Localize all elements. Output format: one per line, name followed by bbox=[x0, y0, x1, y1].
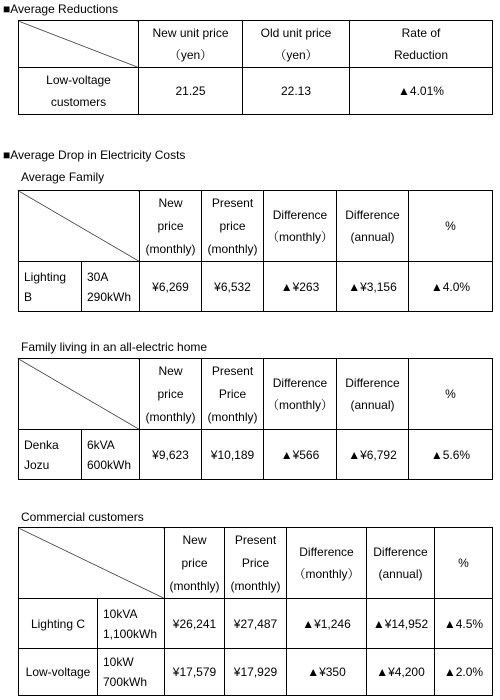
cell-present-price: ¥6,532 bbox=[202, 262, 264, 312]
header-percent: % bbox=[409, 191, 493, 262]
corner-cell bbox=[19, 191, 140, 262]
header-rate-of-reduction: Rate of Reduction bbox=[350, 21, 493, 68]
cell-difference-monthly: ▲¥263 bbox=[264, 262, 337, 312]
header-difference-annual: Difference (annual) bbox=[337, 191, 409, 262]
cell-percent: ▲2.0% bbox=[435, 649, 493, 696]
header-percent: % bbox=[409, 359, 493, 430]
row-label-lighting-b: Lighting B bbox=[19, 262, 82, 312]
cell-difference-monthly: ▲¥1,246 bbox=[287, 599, 367, 649]
average-family-table bbox=[18, 190, 493, 312]
row-label-lighting-c: Lighting C bbox=[19, 599, 98, 649]
cell-new-price: ¥17,579 bbox=[165, 649, 225, 696]
header-new-price: New price (monthly) bbox=[140, 359, 202, 430]
cell-percent: ▲4.5% bbox=[435, 599, 493, 649]
cell-rate-of-reduction: ▲4.01% bbox=[350, 68, 493, 115]
corner-cell bbox=[19, 21, 139, 68]
header-present-price: Present price (monthly) bbox=[202, 191, 264, 262]
corner-cell bbox=[19, 528, 165, 599]
commercial-customers-table bbox=[18, 527, 493, 696]
row-spec: 30A 290kWh bbox=[82, 262, 140, 312]
cell-present-price: ¥10,189 bbox=[202, 430, 264, 480]
row-spec: 10kW 700kWh bbox=[98, 649, 165, 696]
row-label-low-voltage: Low-voltage bbox=[19, 649, 98, 696]
cell-percent: ▲4.0% bbox=[409, 262, 493, 312]
all-electric-home-table bbox=[18, 358, 493, 480]
cell-present-price: ¥27,487 bbox=[225, 599, 287, 649]
header-percent: % bbox=[435, 528, 493, 599]
cell-difference-annual: ▲¥4,200 bbox=[367, 649, 435, 696]
cell-present-price: ¥17,929 bbox=[225, 649, 287, 696]
corner-cell bbox=[19, 359, 140, 430]
header-difference-annual: Difference (annual) bbox=[367, 528, 435, 599]
cell-difference-monthly: ▲¥566 bbox=[264, 430, 337, 480]
section-title-average-reductions: ■Average Reductions bbox=[3, 2, 119, 16]
cell-new-price: ¥6,269 bbox=[140, 262, 202, 312]
subtitle-all-electric-home: Family living in an all-electric home bbox=[21, 340, 208, 354]
row-spec: 10kVA 1,100kWh bbox=[98, 599, 165, 649]
table-row bbox=[19, 599, 493, 649]
header-new-price: New price (monthly) bbox=[165, 528, 225, 599]
cell-new-price: ¥9,623 bbox=[140, 430, 202, 480]
section-title-average-drop: ■Average Drop in Electricity Costs bbox=[3, 148, 186, 162]
subtitle-average-family: Average Family bbox=[21, 170, 105, 184]
header-present-price: Present Price (monthly) bbox=[202, 359, 264, 430]
subtitle-commercial-customers: Commercial customers bbox=[21, 510, 144, 524]
cell-difference-annual: ▲¥3,156 bbox=[337, 262, 409, 312]
header-difference-monthly: Difference （monthly） bbox=[287, 528, 367, 599]
cell-new-unit-price: 21.25 bbox=[139, 68, 243, 115]
table-row bbox=[19, 649, 493, 696]
header-new-price: New price (monthly) bbox=[140, 191, 202, 262]
cell-new-price: ¥26,241 bbox=[165, 599, 225, 649]
cell-old-unit-price: 22.13 bbox=[243, 68, 350, 115]
cell-difference-annual: ▲¥6,792 bbox=[337, 430, 409, 480]
average-reductions-table bbox=[18, 20, 493, 115]
header-old-unit-price: Old unit price （yen） bbox=[243, 21, 350, 68]
cell-difference-annual: ▲¥14,952 bbox=[367, 599, 435, 649]
header-difference-monthly: Difference （monthly） bbox=[264, 359, 337, 430]
row-label-denka-jozu: Denka Jozu bbox=[19, 430, 82, 480]
header-difference-monthly: Difference （monthly） bbox=[264, 191, 337, 262]
header-present-price: Present Price (monthly) bbox=[225, 528, 287, 599]
cell-percent: ▲5.6% bbox=[409, 430, 493, 480]
cell-difference-monthly: ▲¥350 bbox=[287, 649, 367, 696]
row-spec: 6kVA 600kWh bbox=[82, 430, 140, 480]
row-label-low-voltage-customers: Low-voltage customers bbox=[19, 68, 139, 115]
header-difference-annual: Difference (annual) bbox=[337, 359, 409, 430]
header-new-unit-price: New unit price （yen） bbox=[139, 21, 243, 68]
